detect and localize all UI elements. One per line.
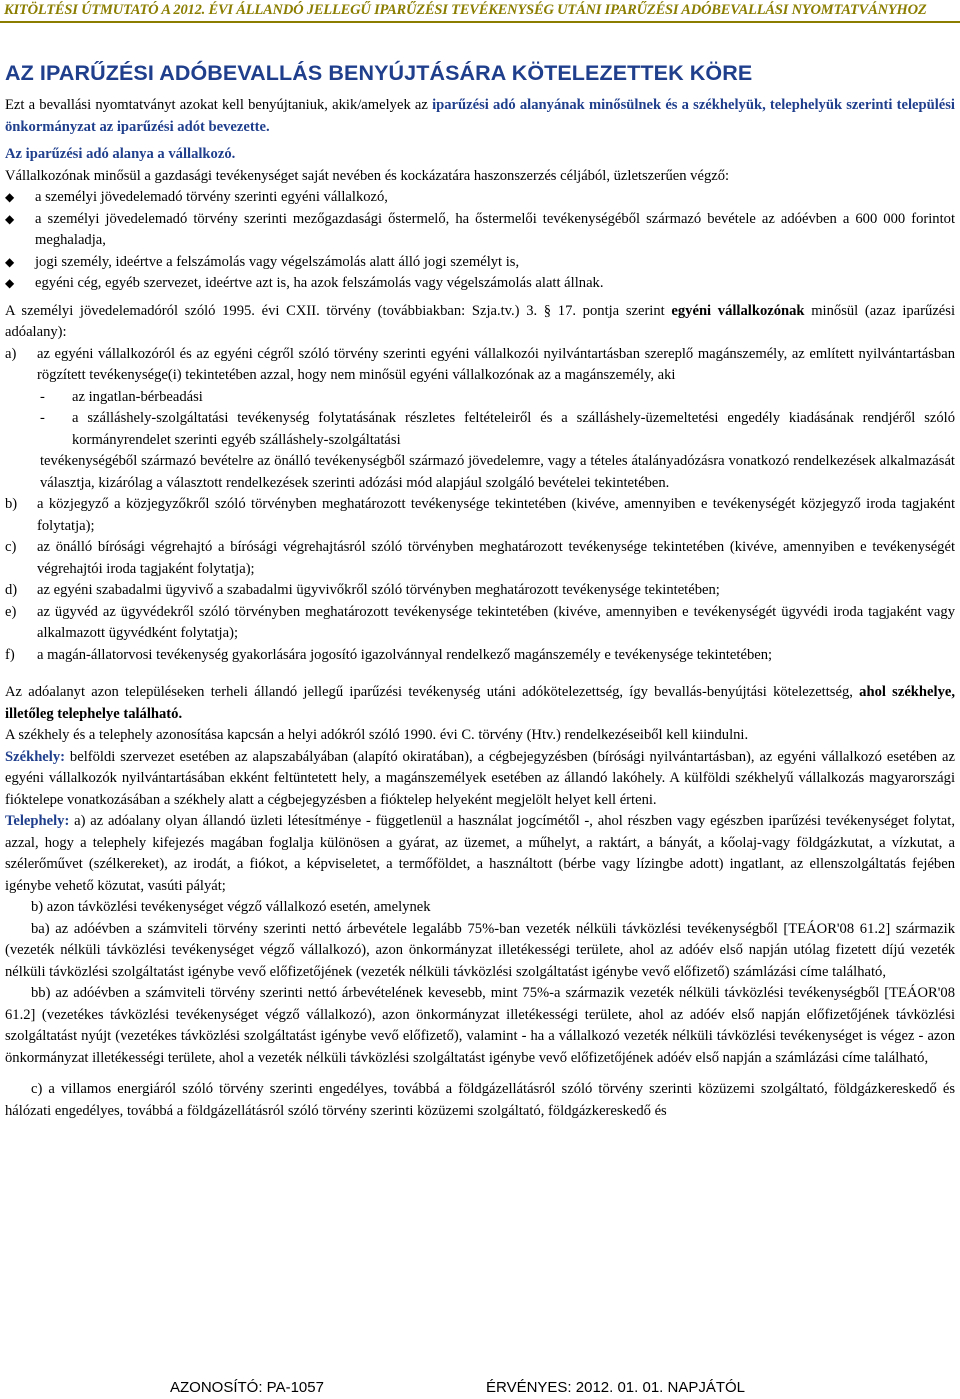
szekhely-paragraph: Székhely: belföldi szervezet esetében az alapszabályában (alapító okiratában), a cégbejegyzésben (bírósági nyilvántartásban), az egyéni vállalkozó esetében az egyéni vállalkozók nyilvántartásában ekként feltüntetett hely, a magánszemélyek esetében az állandó lakóhely. A külföldi székhelyű vállalkozás magyarországi fióktelepe vonatkozásában a székhely alatt a cégbejegyzésben a fióktelep helyeként megjelölt helyet kell érteni. (5, 748, 955, 808)
telephely-paragraph: Telephely: a) az adóalany olyan állandó üzleti létesítménye - függetlenül a használat jogcímétől -, ahol részben vagy egészben iparűzési tevékenységet folytat, azzal, hogy a telephely kifejezés magában foglalja különösen a gyárat, az üzemet, a műhelyt, a raktárt, a bányát, a kőolaj-vagy földgázkutat, a vízkutat, a szélerőművet (szélkereket), az irodát, a fiókot, a képviseletet, a termőföldet, a használtott (bérbe vagy lízingbe adott) ingatlant, az ellenszolgáltatás fejében igénybe vehető közutat, vasúti pályát; (5, 813, 955, 894)
list-a-tail: tevékenységéből származó bevételre az önálló tevékenységből származó jövedelemre, vagy a tételes átalányadózásra vonatkozó rendelkezések alkalmazását választja, kizárólag a választott rendelkezések szerinti adózási mód alapjául szolgáló bevételei tekintetében. (40, 453, 955, 491)
bullet-item: ◆ jogi személy, ideértve a felszámolás vagy végelszámolás alatt álló jogi személyt is, (5, 252, 955, 274)
telephely-c: c) a villamos energiáról szóló törvény szerinti engedélyes, továbbá a földgázellátásról szóló törvény szerinti közüzemi szolgáltató, földgázkereskedő és hálózati engedélyes, továbbá a földgázellátásról szóló törvény szerinti közüzemi szolgáltató, földgázkereskedő és (5, 1081, 955, 1119)
telephely-ba: ba) az adóévben a számviteli törvény szerinti nettó árbevétele legalább 75%-ban vezeték nélküli távközlési tevékenységből [TEÁOR'08 61.2] származik (vezeték nélküli távközlési tevékenységet végző vállalkozó), azon önkormányzat illetékességi területe, ahol az adóév első napján utólag fizetett díjú vezeték nélküli távközlési szolgáltatást igénybe vevő előfizetőjének (vezeték nélküli távközlési szolgáltatást igénybe vevő előfizető) számlázási címe található, (5, 920, 955, 980)
diamond-bullet-icon: ◆ (5, 276, 15, 290)
intro-paragraph: Ezt a bevallási nyomtatványt azokat kell benyújtaniuk, akik/amelyek az iparűzési adó alanyának minősülnek és a székhelyük, telephelyük szerinti települési önkormányzat az iparűzési adót bevezette. (5, 97, 955, 135)
page-header: KITÖLTÉSI ÚTMUTATÓ A 2012. ÉVI ÁLLANDÓ JELLEGŰ IPARŰZÉSI TEVÉKENYSÉG UTÁNI IPARŰZÉSI ADÓBEVALLÁSI NYOMTATVÁNYHOZ (0, 0, 960, 23)
bullet-item: ◆ a személyi jövedelemadó törvény szerinti mezőgazdasági őstermelő, ha őstermelői tevékenységéből származó bevétele az adóévben a 600 000 forintot meghaladja, (5, 210, 955, 248)
szekhely-azonositas: A székhely és a telephely azonosítása kapcsán a helyi adókról szóló 1990. évi C. törvény (Htv.) rendelkezéseiből kell kiindulni. (5, 727, 749, 743)
vallalkozo-definition: Vállalkozónak minősül a gazdasági tevékenységet saját nevében és kockázatára haszonszerzés céljából, üzletszerűen végző: (5, 167, 730, 184)
diamond-bullet-icon: ◆ (5, 254, 15, 269)
form-id: AZONOSÍTÓ: PA-1057 (170, 1379, 324, 1396)
egyeni-vallalkozo-list (5, 344, 955, 452)
szja-paragraph: A személyi jövedelemadóról szóló 1995. évi CXII. törvény (továbbiakban: Szja.tv.) 3. § 17. pontja szerint egyéni vállalkozónak minősül (azaz iparűzési adóalany): (5, 302, 956, 340)
section-title: AZ IPARŰZÉSI ADÓBEVALLÁS BENYÚJTÁSÁRA KÖTELEZETTEK KÖRE (5, 61, 753, 85)
list-item-c: c) az önálló bírósági végrehajtó a bírósági végrehajtásról szóló törvényben meghatározott tevékenysége tekintetében (kivéve, amennyiben e tevékenységét végrehajtói iroda tagjaként folytatja); (5, 539, 955, 577)
list-item-e: e) az ügyvéd az ügyvédekről szóló törvényben meghatározott tevékenysége tekintetében (kivéve, amennyiben e tevékenységét ügyvédi iroda tagjaként vagy alkalmazott ügyvédként folytatja); (5, 603, 955, 641)
dash-item: - az ingatlan-bérbeadási (40, 388, 203, 405)
telephely-bb: bb) az adóévben a számviteli törvény szerinti nettó árbevételének kevesebb, mint 75%-a származik vezeték nélküli távközlési tevékenységből [TEÁOR'08 61.2] (vezetékes távközlési tevékenységet végző vállalkozó), azon önkormányzat illetékességi területe, ahol az adóév első napján előfizetőjének távközlési szolgáltatást nyújt (vezetékes távközlési szolgáltatást igénybe vevő előfizető), valamint - ha a vállalkozó vezeték nélküli távközlési tevékenységet is végez - azon önkormányzat illetékességi területe, ahol a vezeték nélküli távközlési szolgáltatást igénybe vevő előfizetőjének adóév első napján a számlázási címe található, (5, 985, 955, 1066)
diamond-bullet-icon: ◆ (5, 190, 15, 204)
list-item-b: b) a közjegyző a közjegyzőkről szóló törvényben meghatározott tevékenysége tekintetében (kivéve, amennyiben e tevékenységét közjegyző iroda tagjaként folytatja); (5, 496, 955, 534)
bullet-item: ◆ egyéni cég, egyéb szervezet, ideértve azt is, ha azok felszámolás vagy végelszámolás alatt állnak. (5, 273, 955, 295)
validity-date: ÉRVÉNYES: 2012. 01. 01. NAPJÁTÓL (486, 1379, 746, 1396)
list-item-a: a) az egyéni vállalkozóról és az egyéni cégről szóló törvény szerinti egyéni vállalkozói nyilvántartásban szereplő magánszemély, az említett nyilvántartásban rögzített tevékenysége(i) tekintetében azzal, hogy nem minősül egyéni vállalkozónak az a magánszemély, aki - az ingatlan-bérbeadási - a szálláshely-szolgáltatási tevékenység folytatásának részletes feltételeiről és a szálláshely-üzemeltetési engedély kiadásának rendjéről szóló kormányrendelet szerinti egyéb szálláshely-szolgáltatási (5, 344, 955, 452)
dash-item: - a szálláshely-szolgáltatási tevékenység folytatásának részletes feltételeiről és a szálláshely-üzemeltetési engedély kiadásának rendjéről szóló kormányrendelet szerinti egyéb szálláshely-szolgáltatási (40, 410, 955, 448)
diamond-bullet-icon: ◆ (5, 211, 15, 226)
page-footer (0, 1375, 960, 1397)
telephely-b: b) azon távközlési tevékenységet végző vállalkozó esetén, amelynek (31, 899, 431, 915)
bullet-item: ◆ a személyi jövedelemadó törvény szerinti egyéni vállalkozó, (5, 187, 955, 209)
egyeni-vallalkozo-list-rest (5, 494, 955, 666)
subhead: Az iparűzési adó alanya a vállalkozó. (5, 146, 236, 162)
dash-list (37, 387, 955, 452)
list-item-d: d) az egyéni szabadalmi ügyvivő a szabadalmi ügyvivőkről szóló törvényben meghatározott tevékenysége tekintetében; (5, 582, 720, 598)
list-item-f: f) a magán-állatorvosi tevékenység gyakorlására jogosító igazolvánnyal rendelkező magánszemély e tevékenysége tekintetében; (5, 646, 773, 663)
vallalkozo-bullet-list (5, 187, 955, 295)
adoalany-paragraph: Az adóalanyt azon településeken terheli állandó jellegű iparűzési tevékenység utáni adókötelezettség, így bevallás-benyújtási kötelezettség, ahol székhelye, illetőleg telephelye található. (5, 684, 955, 722)
